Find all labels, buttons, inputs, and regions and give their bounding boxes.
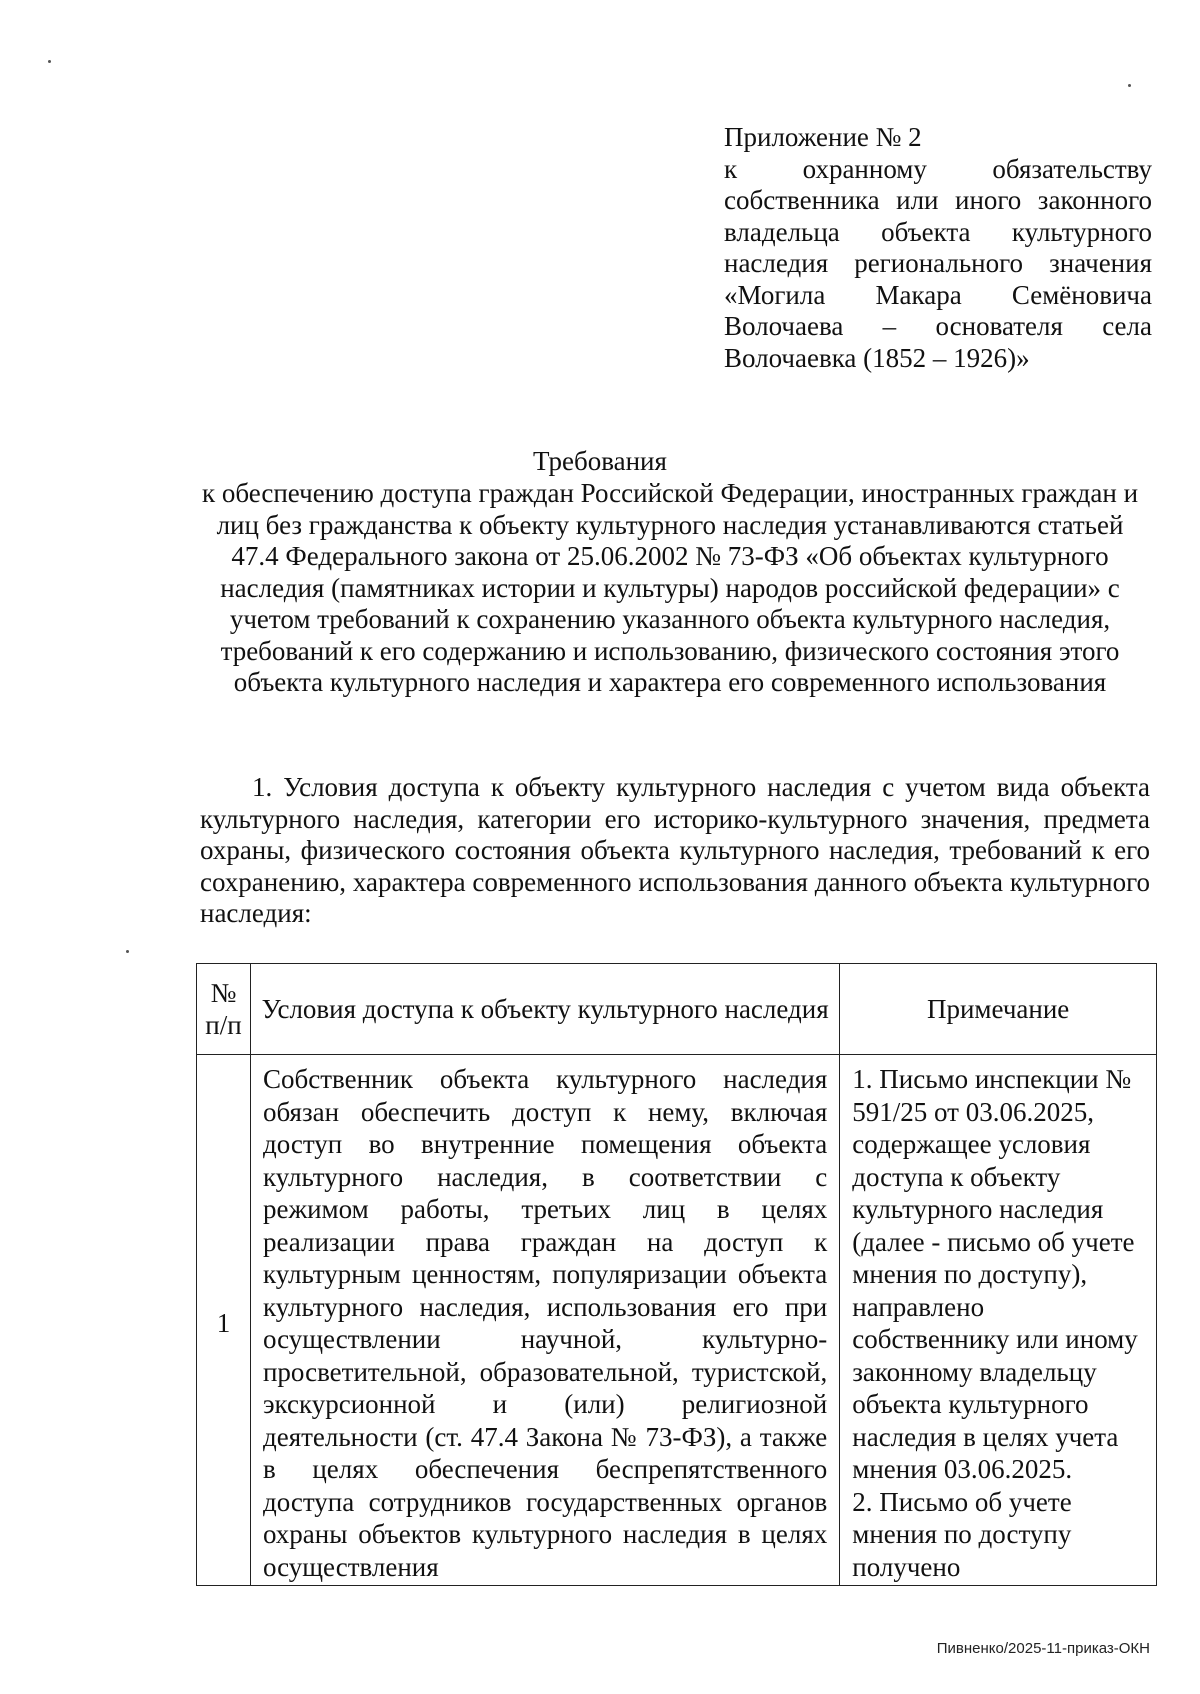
scan-speck [1128, 84, 1131, 87]
note-item-2: 2. Письмо об учете мнения по доступу получено [852, 1486, 1072, 1582]
requirements-title: Требования [533, 446, 667, 476]
row-conditions: Собственник объекта культурного наследия обязан обеспечить доступ к нему, включая доступ во внутренние помещения объекта культурного наследия, в соответствии с режимом работы, третьих лиц в целях реализации права граждан на доступ к культурным ценностям, популяризации объекта культурного наследия, использования его при осуществлении научной, культурно-просветительной, образовательной, туристской, экскурсионной и (или) религиозной деятельности (ст. 47.4 Закона № 73-ФЗ), а также в целях обеспечения беспрепятственного доступа сотрудников государственных органов охраны объектов культурного наследия в целях осуществления [250, 1055, 839, 1586]
access-conditions-table [196, 963, 1157, 1586]
requirements-subtitle: к обеспечению доступа граждан Российской Федерации, иностранных граждан и лиц без гражданства к объекту культурного наследия устанавливаются статьей 47.4 Федерального закона от 25.06.2002 № 73-ФЗ «Об объектах культурного наследия (памятниках истории и культуры) народов российской федерации» с учетом требований к сохранению указанного объекта культурного наследия, требований к его содержанию и использованию, физического состояния этого объекта культурного наследия и характера его современного использования [201, 478, 1139, 697]
row-num: 1 [197, 1055, 251, 1586]
table-row [197, 1055, 1157, 1586]
row-note [840, 1055, 1157, 1586]
appendix-body: к охранному обязательству собственника или иного законного владельца объекта культурного наследия регионального значения «Могила Макара Семёновича Волочаева – основателя села Волочаевка (1852 – 1926)» [724, 153, 1152, 373]
header-note: Примечание [840, 964, 1157, 1055]
appendix-title: Приложение № 2 [724, 122, 922, 152]
header-conditions: Условия доступа к объекту культурного наследия [250, 964, 839, 1055]
section-1-paragraph: 1. Условия доступа к объекту культурного наследия с учетом вида объекта культурного наследия, категории его историко-культурного значения, предмета охраны, физического состояния объекта культурного наследия, требований к его сохранению, характера современного использования данного объекта культурного наследия: [200, 772, 1150, 928]
appendix-block [724, 122, 1152, 374]
document-code: Пивненко/2025-11-приказ-ОКН [936, 1640, 1150, 1657]
scan-speck [48, 60, 51, 63]
table-header-row [197, 964, 1157, 1055]
scan-speck [126, 950, 129, 953]
header-num: № п/п [197, 964, 251, 1055]
note-item-1: 1. Письмо инспекции № 591/25 от 03.06.2025, содержащее условия доступа к объекту культурного наследия (далее - письмо об учете мнения по доступу), направлено собственнику или иному законному владельцу объекта культурного наследия в целях учета мнения 03.06.2025. [852, 1064, 1138, 1484]
